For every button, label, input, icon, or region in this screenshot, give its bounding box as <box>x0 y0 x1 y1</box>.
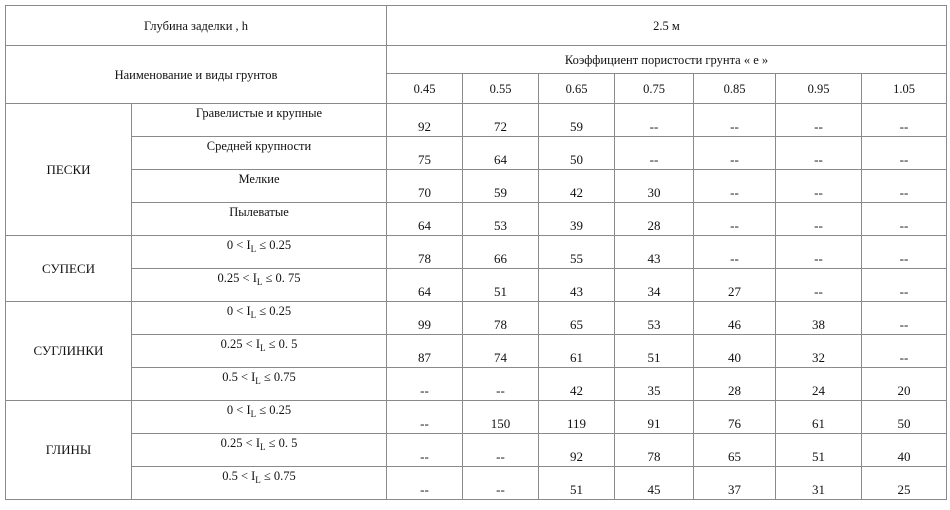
soil-types-header: Наименование и виды грунтов <box>6 46 387 104</box>
table-row <box>6 434 947 467</box>
table-cell-value: 55 <box>539 236 615 269</box>
table-cell-value: 72 <box>463 104 539 137</box>
table-cell-value: -- <box>862 302 947 335</box>
liquidity-index-range: ≤ 0.25 <box>256 238 292 252</box>
table-cell-value: 74 <box>463 335 539 368</box>
table-cell-value: -- <box>862 335 947 368</box>
table-cell-value: 42 <box>539 368 615 401</box>
soil-subtype-label <box>132 269 387 302</box>
table-cell-value: -- <box>862 137 947 170</box>
liquidity-index-prefix: 0.25 < I <box>220 436 260 450</box>
liquidity-index-subscript: L <box>255 376 261 386</box>
table-cell-value: -- <box>862 170 947 203</box>
table-cell-value: -- <box>387 467 463 500</box>
table-cell-value: 150 <box>463 401 539 434</box>
table-row <box>6 170 947 203</box>
liquidity-index-prefix: 0.5 < I <box>222 469 256 483</box>
table-cell-value: 31 <box>776 467 862 500</box>
table-cell-value: -- <box>694 203 776 236</box>
porosity-value-header: 1.05 <box>862 74 947 104</box>
soil-subtype-label <box>132 302 387 335</box>
table-cell-value: 37 <box>694 467 776 500</box>
table-cell-value: -- <box>615 104 694 137</box>
table-cell-value: 76 <box>694 401 776 434</box>
liquidity-index-prefix: 0.25 < I <box>220 337 260 351</box>
table-cell-value: 25 <box>862 467 947 500</box>
liquidity-index-range: ≤ 0. 75 <box>262 271 301 285</box>
table-cell-value: 43 <box>539 269 615 302</box>
table-row <box>6 236 947 269</box>
table-cell-value: -- <box>776 104 862 137</box>
table-cell-value: 34 <box>615 269 694 302</box>
soil-subtype-label: Гравелистые и крупные <box>132 104 387 137</box>
soil-subtype-label <box>132 368 387 401</box>
soil-group-name: ГЛИНЫ <box>6 401 132 500</box>
table-cell-value: 119 <box>539 401 615 434</box>
liquidity-index-range: ≤ 0. 5 <box>265 436 298 450</box>
table-cell-value: 59 <box>539 104 615 137</box>
table-cell-value: 87 <box>387 335 463 368</box>
porosity-value-header: 0.95 <box>776 74 862 104</box>
table-cell-value: -- <box>862 104 947 137</box>
soil-subtype-label: Мелкие <box>132 170 387 203</box>
table-cell-value: 53 <box>463 203 539 236</box>
liquidity-index-subscript: L <box>250 310 257 320</box>
table-cell-value: 20 <box>862 368 947 401</box>
table-cell-value: 91 <box>615 401 694 434</box>
table-row <box>6 104 947 137</box>
depth-label: Глубина заделки , h <box>6 6 387 46</box>
liquidity-index-subscript: L <box>259 442 266 452</box>
table-cell-value: 65 <box>694 434 776 467</box>
table-cell-value: 28 <box>615 203 694 236</box>
table-cell-value: 99 <box>387 302 463 335</box>
table-row <box>6 302 947 335</box>
liquidity-index-subscript: L <box>256 277 263 287</box>
porosity-header: Коэффициент пористости грунта « е » <box>387 46 947 74</box>
liquidity-index-range: ≤ 0.75 <box>260 469 296 483</box>
table-row <box>6 203 947 236</box>
table-cell-value: 78 <box>463 302 539 335</box>
liquidity-index-prefix: 0 < I <box>226 238 251 252</box>
table-cell-value: 66 <box>463 236 539 269</box>
table-cell-value: 64 <box>387 269 463 302</box>
table-cell-value: 70 <box>387 170 463 203</box>
liquidity-index-subscript: L <box>250 244 257 254</box>
table-cell-value: 78 <box>387 236 463 269</box>
table-cell-value: 51 <box>776 434 862 467</box>
table-cell-value: -- <box>463 467 539 500</box>
table-cell-value: -- <box>776 170 862 203</box>
table-cell-value: 78 <box>615 434 694 467</box>
table-cell-value: 28 <box>694 368 776 401</box>
liquidity-index-subscript: L <box>255 475 261 485</box>
table-cell-value: 64 <box>387 203 463 236</box>
table-cell-value: 51 <box>463 269 539 302</box>
soil-subtype-label <box>132 236 387 269</box>
table-cell-value: 51 <box>539 467 615 500</box>
liquidity-index-prefix: 0.5 < I <box>222 370 256 384</box>
porosity-value-header: 0.85 <box>694 74 776 104</box>
table-row <box>6 137 947 170</box>
table-cell-value: -- <box>776 203 862 236</box>
table-cell-value: -- <box>862 269 947 302</box>
table-cell-value: 61 <box>539 335 615 368</box>
depth-value: 2.5 м <box>387 6 947 46</box>
liquidity-index-range: ≤ 0.25 <box>256 304 292 318</box>
table-cell-value: -- <box>776 236 862 269</box>
liquidity-index-subscript: L <box>250 409 257 419</box>
table-cell-value: 50 <box>862 401 947 434</box>
table-cell-value: 45 <box>615 467 694 500</box>
soil-subtype-label: Пылеватые <box>132 203 387 236</box>
table-cell-value: 50 <box>539 137 615 170</box>
table-cell-value: 38 <box>776 302 862 335</box>
table-cell-value: -- <box>387 368 463 401</box>
table-cell-value: 40 <box>862 434 947 467</box>
table-cell-value: -- <box>694 137 776 170</box>
soil-subtype-label <box>132 401 387 434</box>
porosity-value-header: 0.75 <box>615 74 694 104</box>
table-cell-value: 27 <box>694 269 776 302</box>
table-cell-value: -- <box>387 401 463 434</box>
table-cell-value: 51 <box>615 335 694 368</box>
liquidity-index-range: ≤ 0.25 <box>256 403 292 417</box>
table-cell-value: -- <box>615 137 694 170</box>
table-row <box>6 368 947 401</box>
table-cell-value: 35 <box>615 368 694 401</box>
liquidity-index-range: ≤ 0. 5 <box>265 337 298 351</box>
table-cell-value: 40 <box>694 335 776 368</box>
table-cell-value: 61 <box>776 401 862 434</box>
soil-subtype-label <box>132 335 387 368</box>
table-cell-value: -- <box>862 236 947 269</box>
liquidity-index-prefix: 0 < I <box>226 403 251 417</box>
soil-subtype-label <box>132 467 387 500</box>
table-cell-value: 39 <box>539 203 615 236</box>
porosity-value-header: 0.55 <box>463 74 539 104</box>
table-cell-value: 32 <box>776 335 862 368</box>
table-cell-value: -- <box>387 434 463 467</box>
table-cell-value: 24 <box>776 368 862 401</box>
table-row <box>6 401 947 434</box>
soil-group-name: СУГЛИНКИ <box>6 302 132 401</box>
liquidity-index-prefix: 0.25 < I <box>217 271 257 285</box>
table-row <box>6 467 947 500</box>
table-cell-value: 59 <box>463 170 539 203</box>
liquidity-index-prefix: 0 < I <box>226 304 251 318</box>
table-cell-value: -- <box>694 104 776 137</box>
table-cell-value: -- <box>463 434 539 467</box>
table-cell-value: -- <box>776 137 862 170</box>
table-cell-value: 92 <box>387 104 463 137</box>
table-cell-value: 30 <box>615 170 694 203</box>
table-cell-value: 43 <box>615 236 694 269</box>
table-row <box>6 335 947 368</box>
soil-subtype-label: Средней крупности <box>132 137 387 170</box>
table-cell-value: -- <box>694 170 776 203</box>
table-cell-value: 64 <box>463 137 539 170</box>
table-cell-value: 53 <box>615 302 694 335</box>
porosity-value-header: 0.45 <box>387 74 463 104</box>
soil-resistance-table <box>5 5 947 500</box>
table-cell-value: -- <box>463 368 539 401</box>
table-cell-value: 46 <box>694 302 776 335</box>
soil-group-name: ПЕСКИ <box>6 104 132 236</box>
table-cell-value: 75 <box>387 137 463 170</box>
table-row <box>6 269 947 302</box>
table-cell-value: 92 <box>539 434 615 467</box>
table-cell-value: -- <box>694 236 776 269</box>
table-cell-value: 42 <box>539 170 615 203</box>
liquidity-index-subscript: L <box>259 343 266 353</box>
soil-subtype-label <box>132 434 387 467</box>
table-cell-value: -- <box>776 269 862 302</box>
porosity-value-header: 0.65 <box>539 74 615 104</box>
liquidity-index-range: ≤ 0.75 <box>260 370 296 384</box>
table-cell-value: 65 <box>539 302 615 335</box>
soil-group-name: СУПЕСИ <box>6 236 132 302</box>
table-cell-value: -- <box>862 203 947 236</box>
